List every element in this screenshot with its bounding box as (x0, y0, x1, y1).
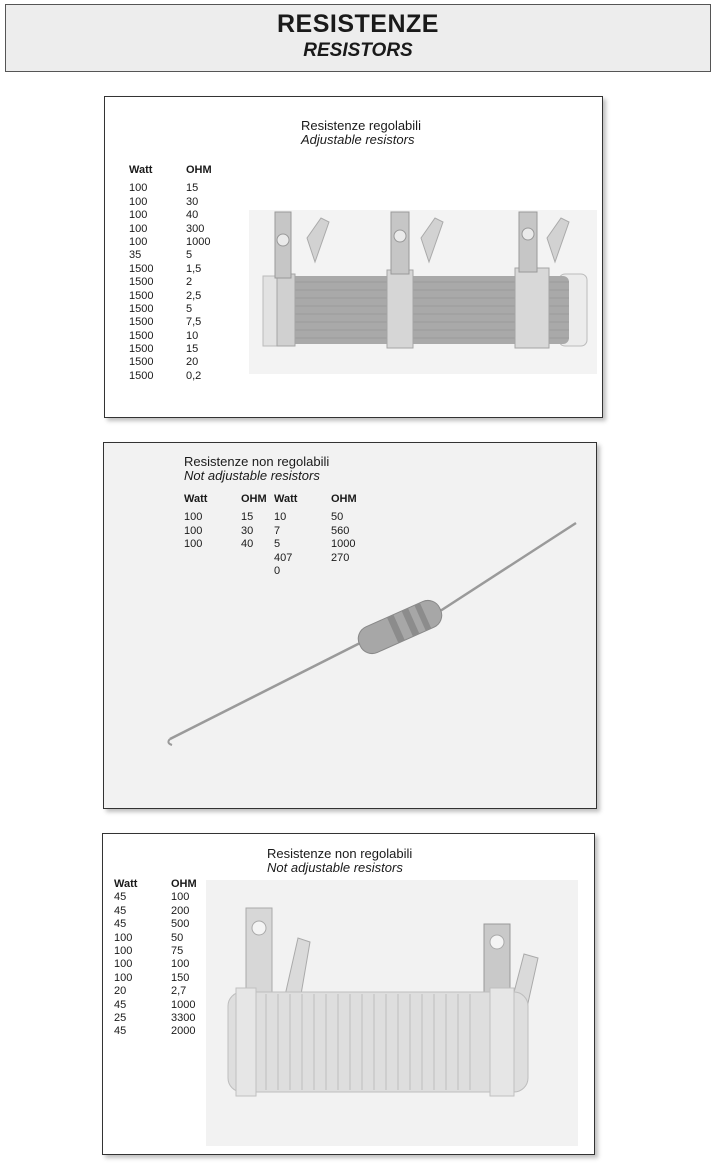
ohm-value: 2,5 (186, 289, 202, 302)
watt-value: 1500 (129, 302, 154, 315)
table-row (129, 182, 212, 195)
panel-title (301, 119, 421, 147)
table-row (129, 223, 212, 236)
watt-value: 100 (129, 182, 148, 195)
page-subtitle: RESISTORS (303, 40, 413, 61)
watt-value: 100 (114, 944, 133, 957)
watt-value: 7 (274, 524, 281, 537)
watt-value: 45 (114, 891, 127, 904)
watt-value: 45 (114, 1025, 127, 1038)
ohm-value: 500 (171, 918, 190, 931)
watt-value: 100 (129, 222, 148, 235)
watt-value: 1500 (129, 262, 154, 275)
table-row (114, 905, 197, 918)
watt-header: Watt (114, 878, 138, 890)
panel-title-it: Resistenze regolabili (301, 118, 421, 133)
watt-value: 45 (114, 904, 127, 917)
ohm-value: 1000 (331, 538, 356, 551)
table-row (129, 356, 212, 369)
ohm-value: 10 (186, 329, 199, 342)
ohm-value: 1,5 (186, 262, 202, 275)
ohm-header: OHM (171, 878, 197, 890)
watt-value: 100 (129, 209, 148, 222)
table-row (114, 891, 197, 904)
table-row (114, 918, 197, 931)
axial-resistor-photo (164, 513, 584, 753)
ohm-header: OHM (331, 493, 357, 505)
table-header (129, 164, 212, 177)
watt-value: 407 (274, 551, 293, 564)
ohm-value: 300 (186, 222, 205, 235)
table-row (129, 263, 212, 276)
ohm-value: 2 (186, 276, 193, 289)
table-row (129, 209, 212, 222)
table-row (114, 972, 197, 985)
table-header (184, 493, 267, 506)
watt-value: 100 (129, 195, 148, 208)
table-row (114, 985, 197, 998)
specs-table (129, 164, 212, 383)
watt-value: 100 (184, 538, 203, 551)
ohm-value: 75 (171, 944, 184, 957)
table-row (129, 236, 212, 249)
ohm-value: 100 (171, 958, 190, 971)
panel-title-it: Resistenze non regolabili (184, 454, 330, 469)
watt-value: 100 (114, 971, 133, 984)
ohm-value: 270 (331, 551, 350, 564)
panel-title (184, 455, 329, 483)
watt-value: 0 (274, 564, 281, 577)
ohm-value: 40 (241, 538, 254, 551)
ohm-value: 7,5 (186, 316, 202, 329)
watt-value: 20 (114, 985, 127, 998)
wirewound-resistor-photo (206, 880, 578, 1146)
table-header (274, 493, 357, 506)
panel-title-en: Not adjustable resistors (267, 860, 403, 875)
ohm-value: 5 (186, 249, 193, 262)
watt-header: Watt (184, 493, 208, 505)
ohm-header: OHM (186, 164, 212, 176)
table-row (129, 290, 212, 303)
ohm-value: 1000 (186, 235, 211, 248)
watt-value: 10 (274, 511, 287, 524)
table-row (114, 1012, 197, 1025)
watt-value: 1500 (129, 356, 154, 369)
table-header (114, 878, 197, 891)
ohm-value: 2,7 (171, 985, 187, 998)
table-row (114, 945, 197, 958)
watt-value: 1500 (129, 329, 154, 342)
watt-value: 35 (129, 249, 142, 262)
watt-header: Watt (274, 493, 298, 505)
watt-value: 45 (114, 918, 127, 931)
page-header (5, 4, 711, 72)
watt-value: 100 (184, 511, 203, 524)
panel-title-en: Not adjustable resistors (184, 468, 320, 483)
page-title: RESISTENZE (277, 10, 439, 38)
watt-value: 1500 (129, 369, 154, 382)
ohm-value: 30 (241, 524, 254, 537)
table-row (129, 343, 212, 356)
watt-value: 5 (274, 538, 281, 551)
table-row (114, 958, 197, 971)
panel-title (267, 847, 412, 875)
watt-value: 100 (114, 931, 133, 944)
table-row (114, 932, 197, 945)
watt-value: 100 (114, 958, 133, 971)
table-row (129, 276, 212, 289)
ohm-value: 5 (186, 302, 193, 315)
fixed-power-resistors-panel (102, 833, 595, 1155)
watt-value: 1500 (129, 276, 154, 289)
table-row (114, 1025, 197, 1038)
fixed-resistors-panel (103, 442, 597, 809)
ohm-value: 2000 (171, 1025, 196, 1038)
specs-table (114, 878, 197, 1039)
ohm-value: 50 (171, 931, 184, 944)
watt-value: 25 (114, 1011, 127, 1024)
ohm-value: 15 (241, 511, 254, 524)
adjustable-resistor-photo (249, 210, 597, 374)
ohm-value: 15 (186, 343, 199, 356)
watt-value: 100 (184, 524, 203, 537)
ohm-value: 1000 (171, 998, 196, 1011)
watt-value: 45 (114, 998, 127, 1011)
ohm-value: 50 (331, 511, 344, 524)
panel-title-it: Resistenze non regolabili (267, 846, 413, 861)
adjustable-resistors-panel (104, 96, 603, 418)
table-row (129, 370, 212, 383)
ohm-value: 30 (186, 195, 199, 208)
watt-value: 1500 (129, 316, 154, 329)
watt-value: 1500 (129, 289, 154, 302)
ohm-header: OHM (241, 493, 267, 505)
panel-title-en: Adjustable resistors (301, 132, 415, 147)
ohm-value: 3300 (171, 1011, 196, 1024)
ohm-value: 100 (171, 891, 190, 904)
watt-value: 1500 (129, 343, 154, 356)
table-row (129, 249, 212, 262)
table-row (129, 303, 212, 316)
watt-header: Watt (129, 164, 153, 176)
ohm-value: 15 (186, 182, 199, 195)
watt-value: 100 (129, 235, 148, 248)
table-row (114, 999, 197, 1012)
table-row (129, 330, 212, 343)
ohm-value: 20 (186, 356, 199, 369)
ohm-value: 40 (186, 209, 199, 222)
ohm-value: 200 (171, 904, 190, 917)
ohm-value: 150 (171, 971, 190, 984)
table-row (129, 316, 212, 329)
ohm-value: 560 (331, 524, 350, 537)
table-row (129, 196, 212, 209)
ohm-value: 0,2 (186, 369, 202, 382)
